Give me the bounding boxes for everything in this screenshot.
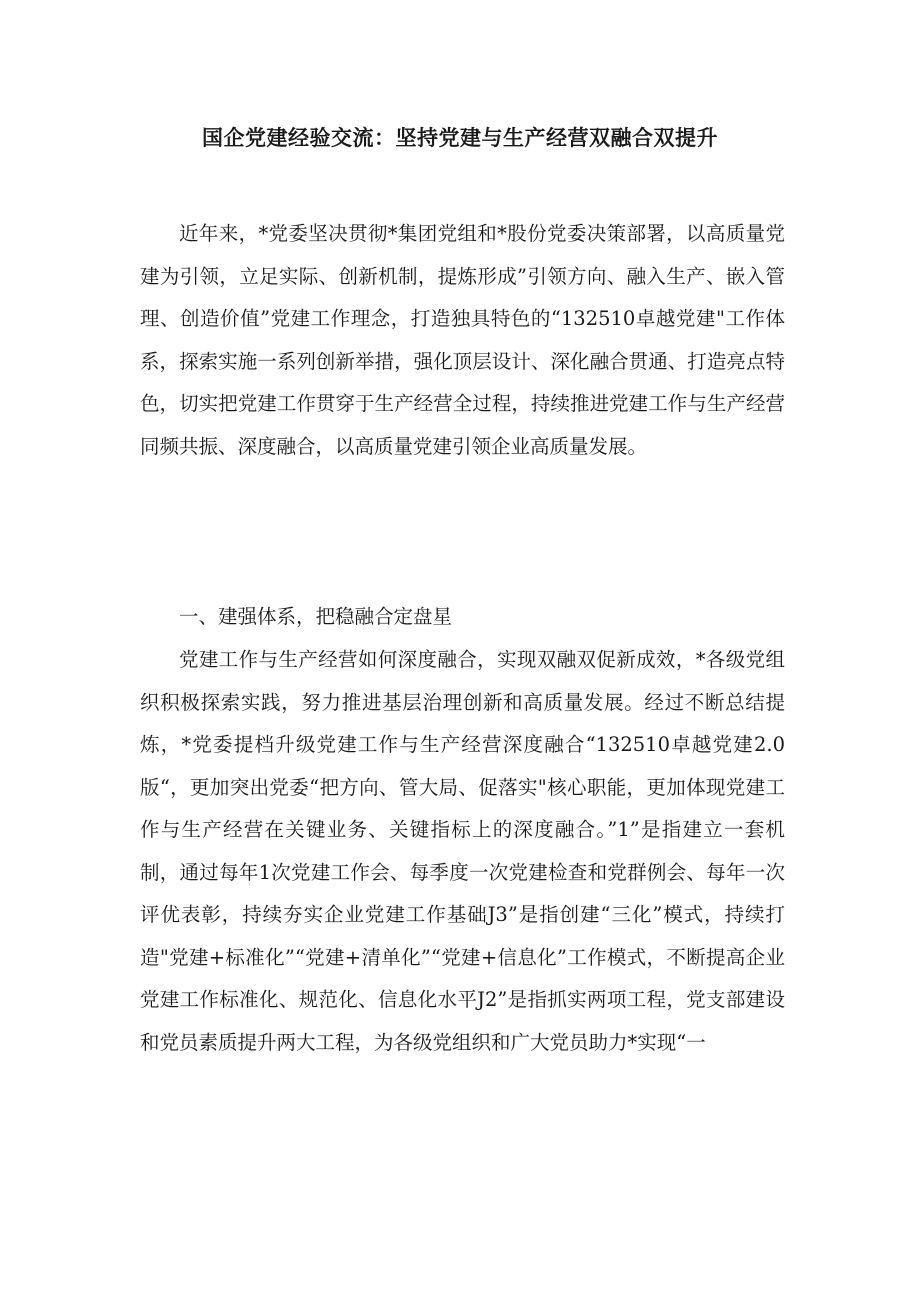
intro-paragraph: 近年来，*党委坚决贯彻*集团党组和*股份党委决策部署，以高质量党建为引领，立足实际、创新机制，提炼形成”引领方向、融入生产、嵌入管理、创造价值”党建工作理念，打造独具特色的“132510卓越党建"工作体系，探索实施一系列创新举措，强化顶层设计、深化融合贯通、打造亮点特色，切实把党建工作贯穿于生产经营全过程，持续推进党建工作与生产经营同频共振、深度融合，以高质量党建引领企业高质量发展。 (140, 222, 785, 458)
section-heading: 一、建强体系，把稳融合定盘星 (179, 605, 453, 628)
document-title: 国企党建经验交流：坚持党建与生产经营双融合双提升 (202, 126, 718, 150)
section-paragraph: 党建工作与生产经营如何深度融合，实现双融双促新成效，*各级党组织积极探索实践，努力推进基层治理创新和高质量发展。经过不断总结提炼，*党委提档升级党建工作与生产经营深度融合“132510卓越党建2.0版“，更加突出党委“把方向、管大局、促落实"核心职能，更加体现党建工作与生产经营在关键业务、关键指标上的深度融合。”1”是指建立一套机制，通过每年1次党建工作会、每季度一次党建检查和党群例会、每年一次评优表彰，持续夯实企业党建工作基础J3”是指创建“三化”模式，持续打造"党建+标准化”“党建+清单化”“党建+信息化”工作模式，不断提高企业党建工作标准化、规范化、信息化水平J2”是指抓实两项工程，党支部建设和党员素质提升两大工程，为各级党组织和广大党员助力*实现“一 (140, 648, 785, 1054)
